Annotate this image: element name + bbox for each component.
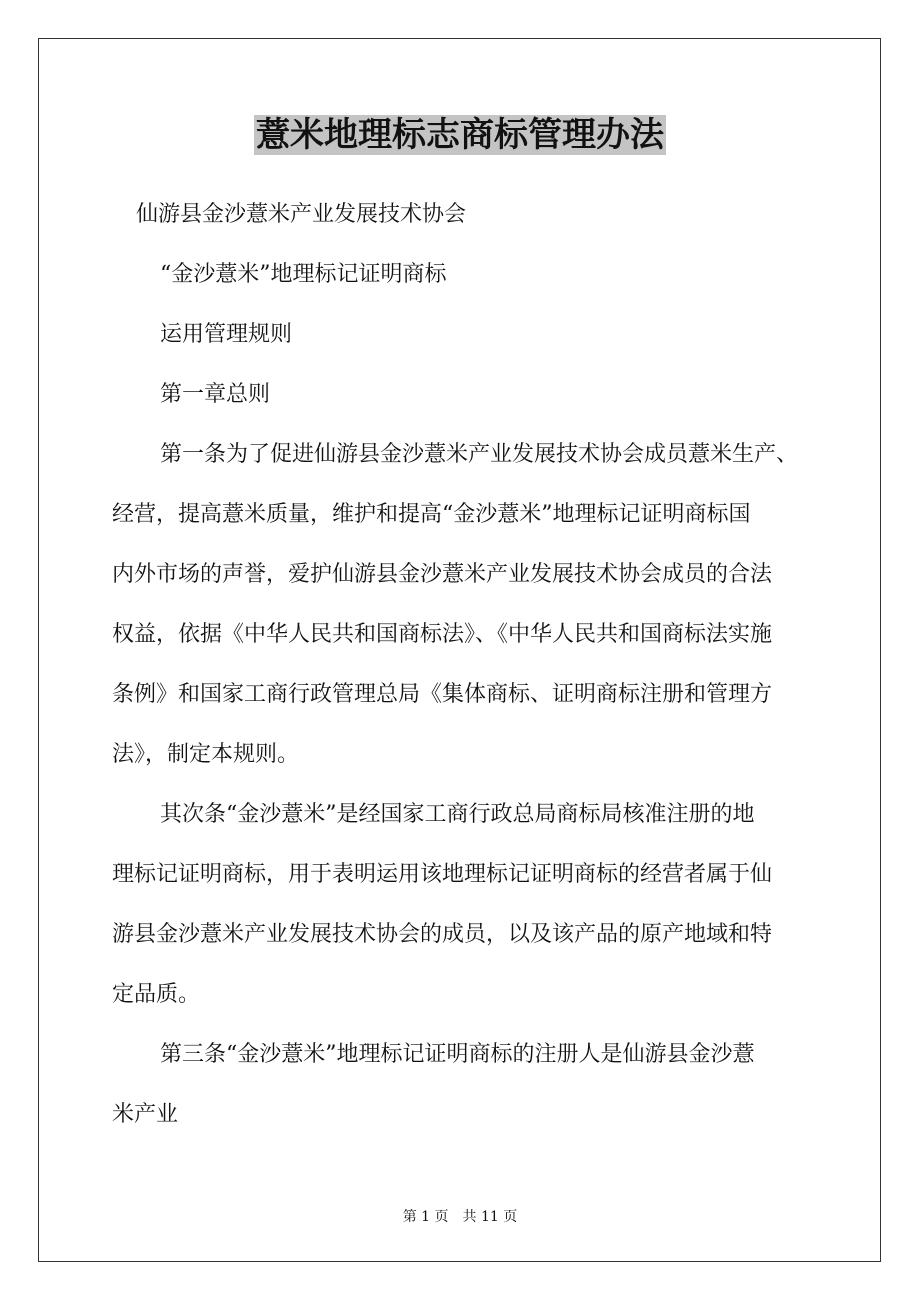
body-line: 米产业 — [112, 1102, 179, 1127]
body-line: 条例》和国家工商行政管理总局《集体商标、证明商标注册和管理方 — [112, 682, 773, 707]
body-line: 理标记证明商标，用于表明运用该地理标记证明商标的经营者属于仙 — [112, 862, 773, 887]
body-line: 游县金沙薏米产业发展技术协会的成员，以及该产品的原产地域和特 — [112, 922, 773, 947]
body-line: 第三条“金沙薏米”地理标记证明商标的注册人是仙游县金沙薏 — [160, 1042, 755, 1067]
body-line: 第一条为了促进仙游县金沙薏米产业发展技术协会成员薏米生产、 — [160, 442, 799, 467]
body-line: 内外市场的声誉，爱护仙游县金沙薏米产业发展技术协会成员的合法 — [112, 562, 773, 587]
body-line: 权益，依据《中华人民共和国商标法》、《中华人民共和国商标法实施 — [112, 622, 773, 647]
body-line: 经营，提高薏米质量，维护和提高“金沙薏米”地理标记证明商标国 — [112, 502, 751, 527]
document-title-wrap — [0, 112, 920, 158]
body-line: 第一章总则 — [160, 382, 271, 407]
page-number: 第 1 页 共 11 页 — [402, 1209, 518, 1225]
body-line: 运用管理规则 — [160, 322, 293, 347]
document-title: 薏米地理标志商标管理办法 — [256, 115, 664, 155]
body-line: 其次条“金沙薏米”是经国家工商行政总局商标局核准注册的地 — [160, 802, 755, 827]
body-line: “金沙薏米”地理标记证明商标 — [160, 262, 447, 287]
document-body — [112, 185, 832, 1145]
body-line: 定品质。 — [112, 982, 201, 1007]
body-line: 仙游县金沙薏米产业发展技术协会 — [136, 202, 467, 227]
body-line: 法》，制定本规则。 — [112, 742, 300, 767]
